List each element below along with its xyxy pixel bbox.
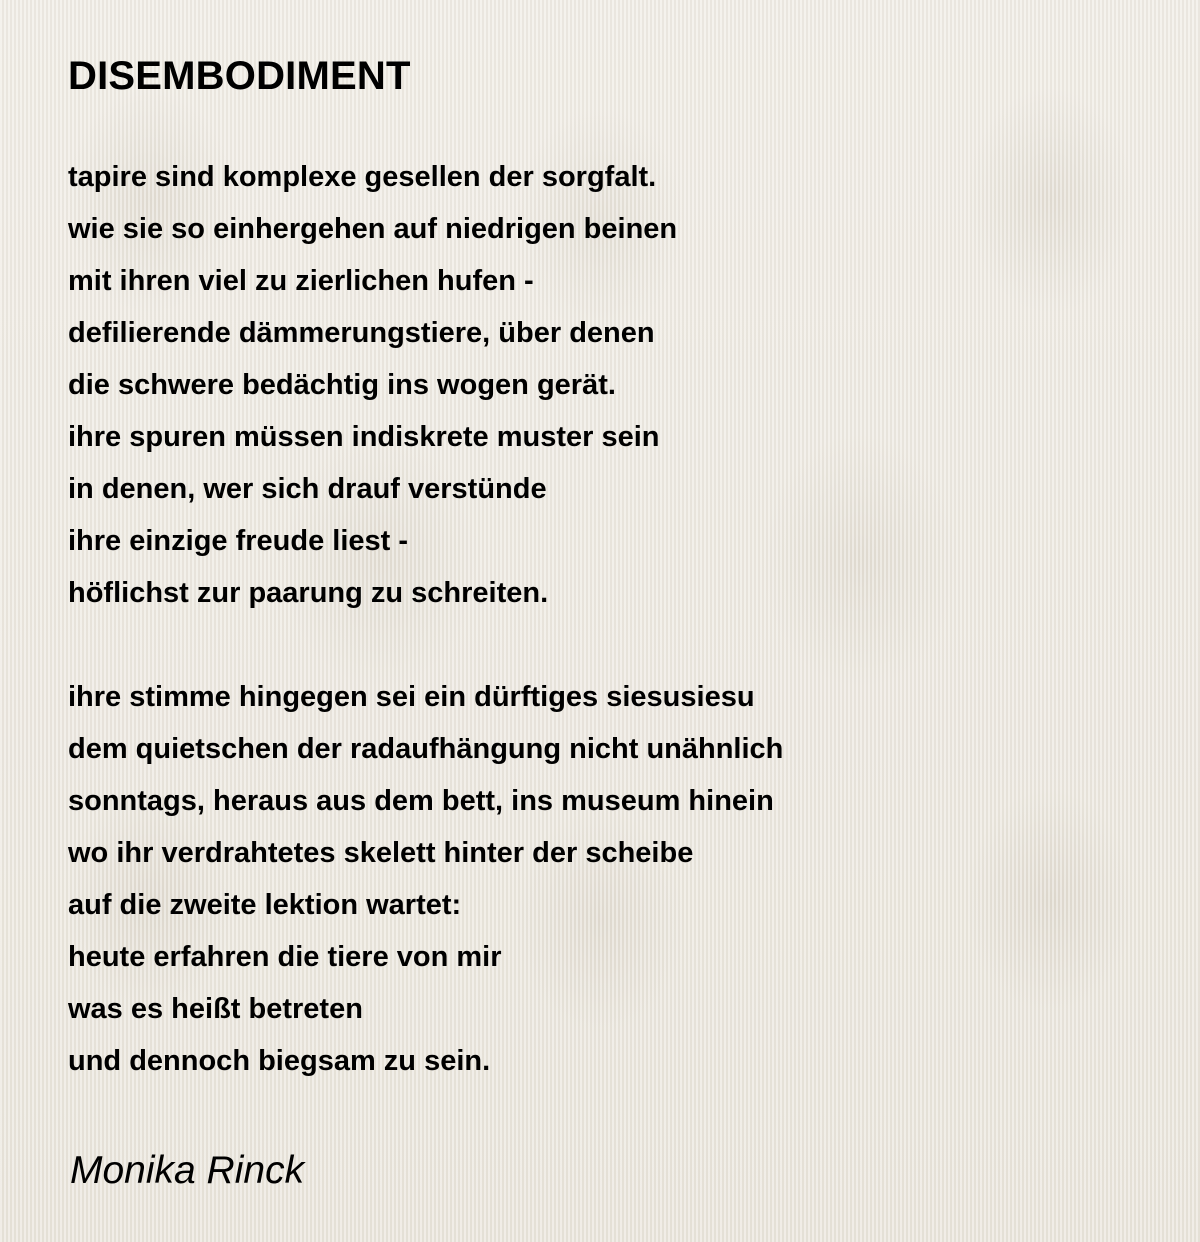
poem-line: wo ihr verdrahtetes skelett hinter der scheibe [68, 837, 694, 869]
poem-line: die schwere bedächtig ins wogen gerät. [68, 369, 616, 401]
poem-body [68, 151, 1148, 1087]
poem-line: wie sie so einhergehen auf niedrigen beinen [68, 213, 678, 245]
poem-line: tapire sind komplexe gesellen der sorgfalt. [68, 161, 657, 193]
poem-line: ihre stimme hingegen sei ein dürftiges siesusiesu [68, 681, 755, 713]
poem-title: DISEMBODIMENT [68, 54, 411, 98]
poem-line: was es heißt betreten [68, 993, 363, 1025]
poem-card [68, 52, 1148, 1193]
poem-author: Monika Rinck [70, 1149, 305, 1192]
poem-line: ihre einzige freude liest - [68, 525, 409, 557]
poem-line: und dennoch biegsam zu sein. [68, 1045, 491, 1077]
poem-line: auf die zweite lektion wartet: [68, 889, 462, 921]
stanza-1 [68, 151, 1148, 619]
poem-line: dem quietschen der radaufhängung nicht unähnlich [68, 733, 784, 765]
poem-line: heute erfahren die tiere von mir [68, 941, 502, 973]
stanza-2 [68, 671, 1148, 1087]
poem-line: ihre spuren müssen indiskrete muster sein [68, 421, 660, 453]
poem-line: höflichst zur paarung zu schreiten. [68, 577, 549, 609]
poem-line: defilierende dämmerungstiere, über denen [68, 317, 655, 349]
poem-line: in denen, wer sich drauf verstünde [68, 473, 547, 505]
poem-line: mit ihren viel zu zierlichen hufen - [68, 265, 534, 297]
poem-line: sonntags, heraus aus dem bett, ins museum hinein [68, 785, 774, 817]
